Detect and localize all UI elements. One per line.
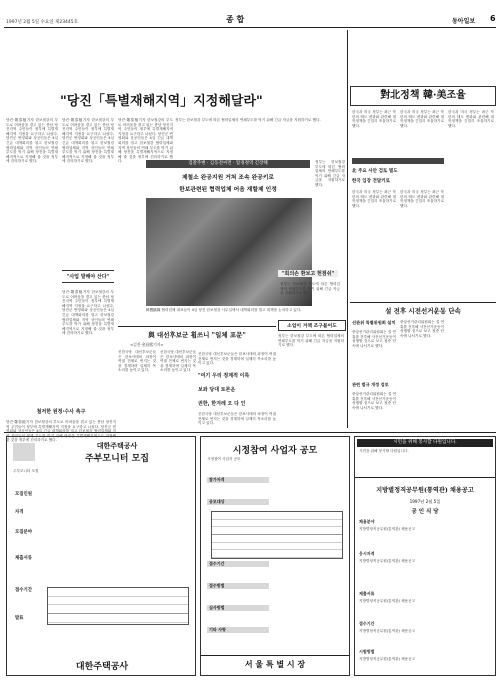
ad-left-item-4: 제출서류 [15,556,32,561]
photo-headline-1: 제철소 완공지원 거쳐 조속 완공키로 [181,175,275,181]
ad-right-top-text: 시민을 위해 봉사할 다원입니다. [359,449,409,453]
nk-policy-sub-1: 北 주요 사안 검토 별도 [352,169,398,174]
pull-quote-3: 권한, 한겨레 오 다 인 [198,401,246,407]
bottom-article-body-3: 신한국당 대선후보군들은 한보사태의 파장이 여권 전체로 번지는 것을 경계하며 일제히 목소리를 높이고 있다. [198,352,276,366]
ad-right-section-2: 응시자격 [359,551,375,556]
ad-right-divider [355,477,495,478]
ad-seoul-business [200,436,350,676]
nk-policy-body-3: 한국과 미국 정부는 최근 북한의 태도 변화와 관련해 대북정책을 긴밀히 조율하기로 했다. [448,110,494,128]
ad-housing-monitor [6,436,196,676]
ad-center-section-6: 기타 사항 [207,627,269,633]
bottom-article-body-1: 신한국당 대선후보군들은 한보사태의 파장이 여권 전체로 번지는 것을 경계하며 일제히 목소리를 높이고 있다. [118,350,156,373]
ad-center-intro: 시정참여 사업자 공모 [207,457,241,461]
pull-quote-2: 보좌 당대 토론운 [198,387,236,393]
bottom-article-body-2: 신한국당 대선후보군들은 한보사태의 파장이 여권 전체로 번지는 것을 경계하며 일제히 목소리를 높이고 있다. [160,350,196,373]
ad-left-item-1: 모집인원 [15,492,32,497]
ad-right-org: 공 인 식 당 [411,509,439,515]
ad-center-section-4: 접수방법 [207,583,269,589]
bottom-article-headline: 與 대선후보군 휩쓰니 "일체 포문" [148,331,246,339]
ad-right-section-1: 채용분야 [359,519,375,524]
main-article-body-col3: 당진·鄭泰植기자 한보철강의 부도로 어려움을 겪고 있는 충남 당진지역 주민들이 정부에 특별재해지역 지정을 요구하고 나섰다. 당진군 번 역 상인들의 연쇄 부도를 막기 위해 당진을 특별재해지역으로 지정해 줄 것을 정부에 건의하기로 했다. [6,420,116,443]
ad-center-footer-rule [201,655,349,656]
nk-policy-body-1: 한국과 미국 정부는 최근 북한의 태도 변화와 관련해 대북정책을 긴밀히 조율하기로 했다. [352,110,396,128]
ad-center-title: 시정참여 사업자 공모 [232,446,318,456]
article-col-mid: 당진·鄭泰植기자 한보철강의 부도로 어려움을 겪고 있는 충남 당진지역 주민들이 정부에 특별재해지역 지정을 요구하고 나섰다. 당진군 번영회와 상공인들은 4일 긴급 대책회의를 열고 한보철강 협력업체와 지역 상인들의 연쇄 부도를 막기 위해 당진을 특별재해지역으로 지정해 줄 것을 정부에 건의하기로 했다. [118,118,173,164]
photo-caption: 韓寶鐵鋼 협력업체 대표들이 4일 당진 한보철강 사무실에서 대책회의를 열고 대책을 논의하고 있다. [146,308,302,312]
election-box-title: 설 전후 시전선거운동 단속 [385,307,461,315]
pull-quote-1: "여기 우리 정계적 이룩 [198,373,250,379]
ad-right-body-2: 지방별정직공무원(통역관) 채용공고 [359,559,416,563]
ad-left-logo-icon [13,443,35,461]
photo-kicker: 검찰주변 · 김동전씨면 · 압경정역 긴장해 [146,160,310,168]
nk-policy-body-5: 한국과 미국 정부는 최근 북한의 태도 변화와 관련해 대북정책을 긴밀히 조율하기로 했다. [400,190,444,208]
ad-right-body-4: 지방별정직공무원(통역관) 채용공고 [359,629,416,633]
ad-center-section-1: 참가자격 [207,477,269,483]
photo-headline-2: 한보관련된 협력업체 어음 재할제 인정 [179,187,277,193]
ad-right-section-3: 제출서류 [359,591,375,596]
main-subheading-2: 철저한 원정·수사 촉구 [36,409,86,415]
nk-policy-title-box [350,86,496,106]
ad-center-section-5: 심사방법 [207,605,269,611]
ad-center-footer: 서 울 특 별 시 장 [244,659,306,669]
bottom-article-byline: <김진·金昌熙기자> [130,342,164,347]
ad-right-body-3: 지방별정직공무원(통역관) 채용공고 [359,599,416,603]
section-title: 종 합 [226,14,245,24]
ad-right-title: 지방별정직공무원(통역관) 채용공고 [376,487,474,494]
side-box-heading: 소업이 겨책 조구불어도 [278,320,346,331]
election-box-sub-1: 선관위 특별위원회 설치 [352,320,396,325]
ad-left-item-6: 발표 [15,616,24,621]
ad-recruit-notice [354,436,496,676]
ad-right-date: 1997년 2월 5일 [409,499,441,504]
main-article-body-col2: 당진·鄭泰植기자 한보철강의 부도로 어려움을 겪고 있는 충남 당진지역 주민들이 정부에 특별재해지역 지정을 요구하고 나섰다. 당진군 번영회와 상공인들은 4일 긴급 대책회의를 열고 한보철강 협력업체와 지역 상인들의 연쇄 부도를 막기 위해 당진을 특별재해지역으로 지정해 줄 것을 정부에 건의하기로 했다. [62,118,114,164]
ad-right-section-5: 시험방법 [359,649,375,654]
side-article-body-2: 정부는 한보철강 부도에 따른 협력업체의 연쇄부도를 막기 위해 긴급 자금을 지원하기로 했다. [280,282,340,296]
nk-policy-body-2: 한국과 미국 정부는 최근 북한의 태도 변화와 관련해 대북정책을 긴밀히 조율하기로 했다. [400,110,444,128]
ad-left-title: 주부모니터 모집 [85,454,149,464]
ad-right-top-notice: 시민을 위해 봉사할 다원입니다. [357,439,493,447]
ad-center-section-2: 공모대상 [207,499,269,505]
main-headline: "당진「특별재해지역」지정해달라" [60,94,263,109]
ad-right-section-4: 접수기간 [359,621,375,626]
paper-name: 동아일보 [452,18,476,25]
ad-left-item-5: 접수기간 [15,588,32,593]
page-number: 6 [490,14,496,23]
right-column-divider [347,30,348,428]
nk-policy-sub-2: 한국 입장 전달키로 [352,179,390,184]
bottom-article-body-4: 신한국당 대선후보군들은 한보사태의 파장이 여권 전체로 번지는 것을 경계하며 일제히 목소리를 높이고 있다. [198,412,276,426]
election-body-2: 중앙선거관리위원회는 설 연휴를 전후해 사전선거운동이 성행할 것으로 보고 집중 단속에 나서기로 했다. [352,392,396,410]
nk-policy-sub-bar [352,158,444,164]
masthead [2,14,498,26]
ad-center-section-3: 접수기간 [207,561,269,567]
ad-left-item-2: 자격 [15,510,24,515]
ad-left-table [47,587,189,625]
side-article-body-top: 정부는 한보철강 부도에 따른 협력업체의 연쇄부도를 막기 위해 긴급 자금을 지원하기로 했다. [175,118,321,122]
ad-left-company: 대한주택공사 [96,442,138,450]
ads-top-rule [4,432,496,433]
election-box-sub-2: 관련 법규 개정 검토 [352,382,389,387]
main-article-body-col1: 당진·鄭泰植기자 한보철강의 부도로 어려움을 겪고 있는 충남 당진지역 주민들이 정부에 특별재해지역 지정을 요구하고 나섰다. 당진군 번영회와 상공인들은 4일 긴급 대책회의를 열고 한보철강 협력업체와 지역 상인들의 연쇄 부도를 막기 위해 당진을 특별재해지역으로 지정해 줄 것을 정부에 건의하기로 했다. [6,118,58,164]
ad-left-footer: 대한주택공사 [75,662,129,672]
nk-policy-title: 對北정책 韓·美조율 [380,90,466,101]
main-article-body-col2b: 당진·鄭泰植기자 한보철강의 부도로 어려움을 겪고 있는 충남 당진지역 주민들이 정부에 특별재해지역 지정을 요구하고 나섰다. 당진군 번영회와 상공인들은 4일 긴급 대책회의를 열고 한보철강 협력업체와 지역 상인들의 연쇄 부도를 막기 위해 당진을 특별재해지역으로 지정해 줄 것을 정부에 건의하기로 했다. [62,290,114,336]
ad-right-body-5: 지방별정직공무원(통역관) 채용공고 [359,657,416,661]
main-subheading-1: "사업 말해야 산다" [62,270,114,283]
election-body-1: 중앙선거관리위원회는 설 연휴를 전후해 사전선거운동이 성행할 것으로 보고 집중 단속에 나서기로 했다. [352,330,396,348]
bottom-article-rule [118,326,276,327]
nk-policy-body-4: 한국과 미국 정부는 최근 북한의 태도 변화와 관련해 대북정책을 긴밀히 조율하기로 했다. [352,190,396,208]
election-box-rule [350,302,496,303]
date-line: 1997년 2월 5일 수요일 제23445호 [6,20,78,25]
side-article-body-3: 정부는 한보철강 부도에 따른 협력업체의 연쇄부도를 막기 위해 긴급 자금을 지원하기로 했다. [278,334,344,348]
election-body-3: 중앙선거관리위원회는 설 연휴를 전후해 사전선거운동이 성행할 것으로 보고 집중 단속에 나서기로 했다. [400,320,444,338]
ad-center-table [211,511,343,559]
ad-left-intro: 주부모니터 모집 [13,469,39,473]
masthead-rule [4,27,496,28]
ad-left-item-3: 모집분야 [15,530,32,535]
side-article-body: 정부는 한보철강 부도에 따른 협력업체의 연쇄부도를 막기 위해 긴급 자금을 지원하기로 했다. [315,160,345,187]
ad-right-body-1: 지방별정직공무원(통역관) 채용공고 [359,527,416,531]
side-heading: "회의손 환보고 헌점쉬" [278,270,338,277]
